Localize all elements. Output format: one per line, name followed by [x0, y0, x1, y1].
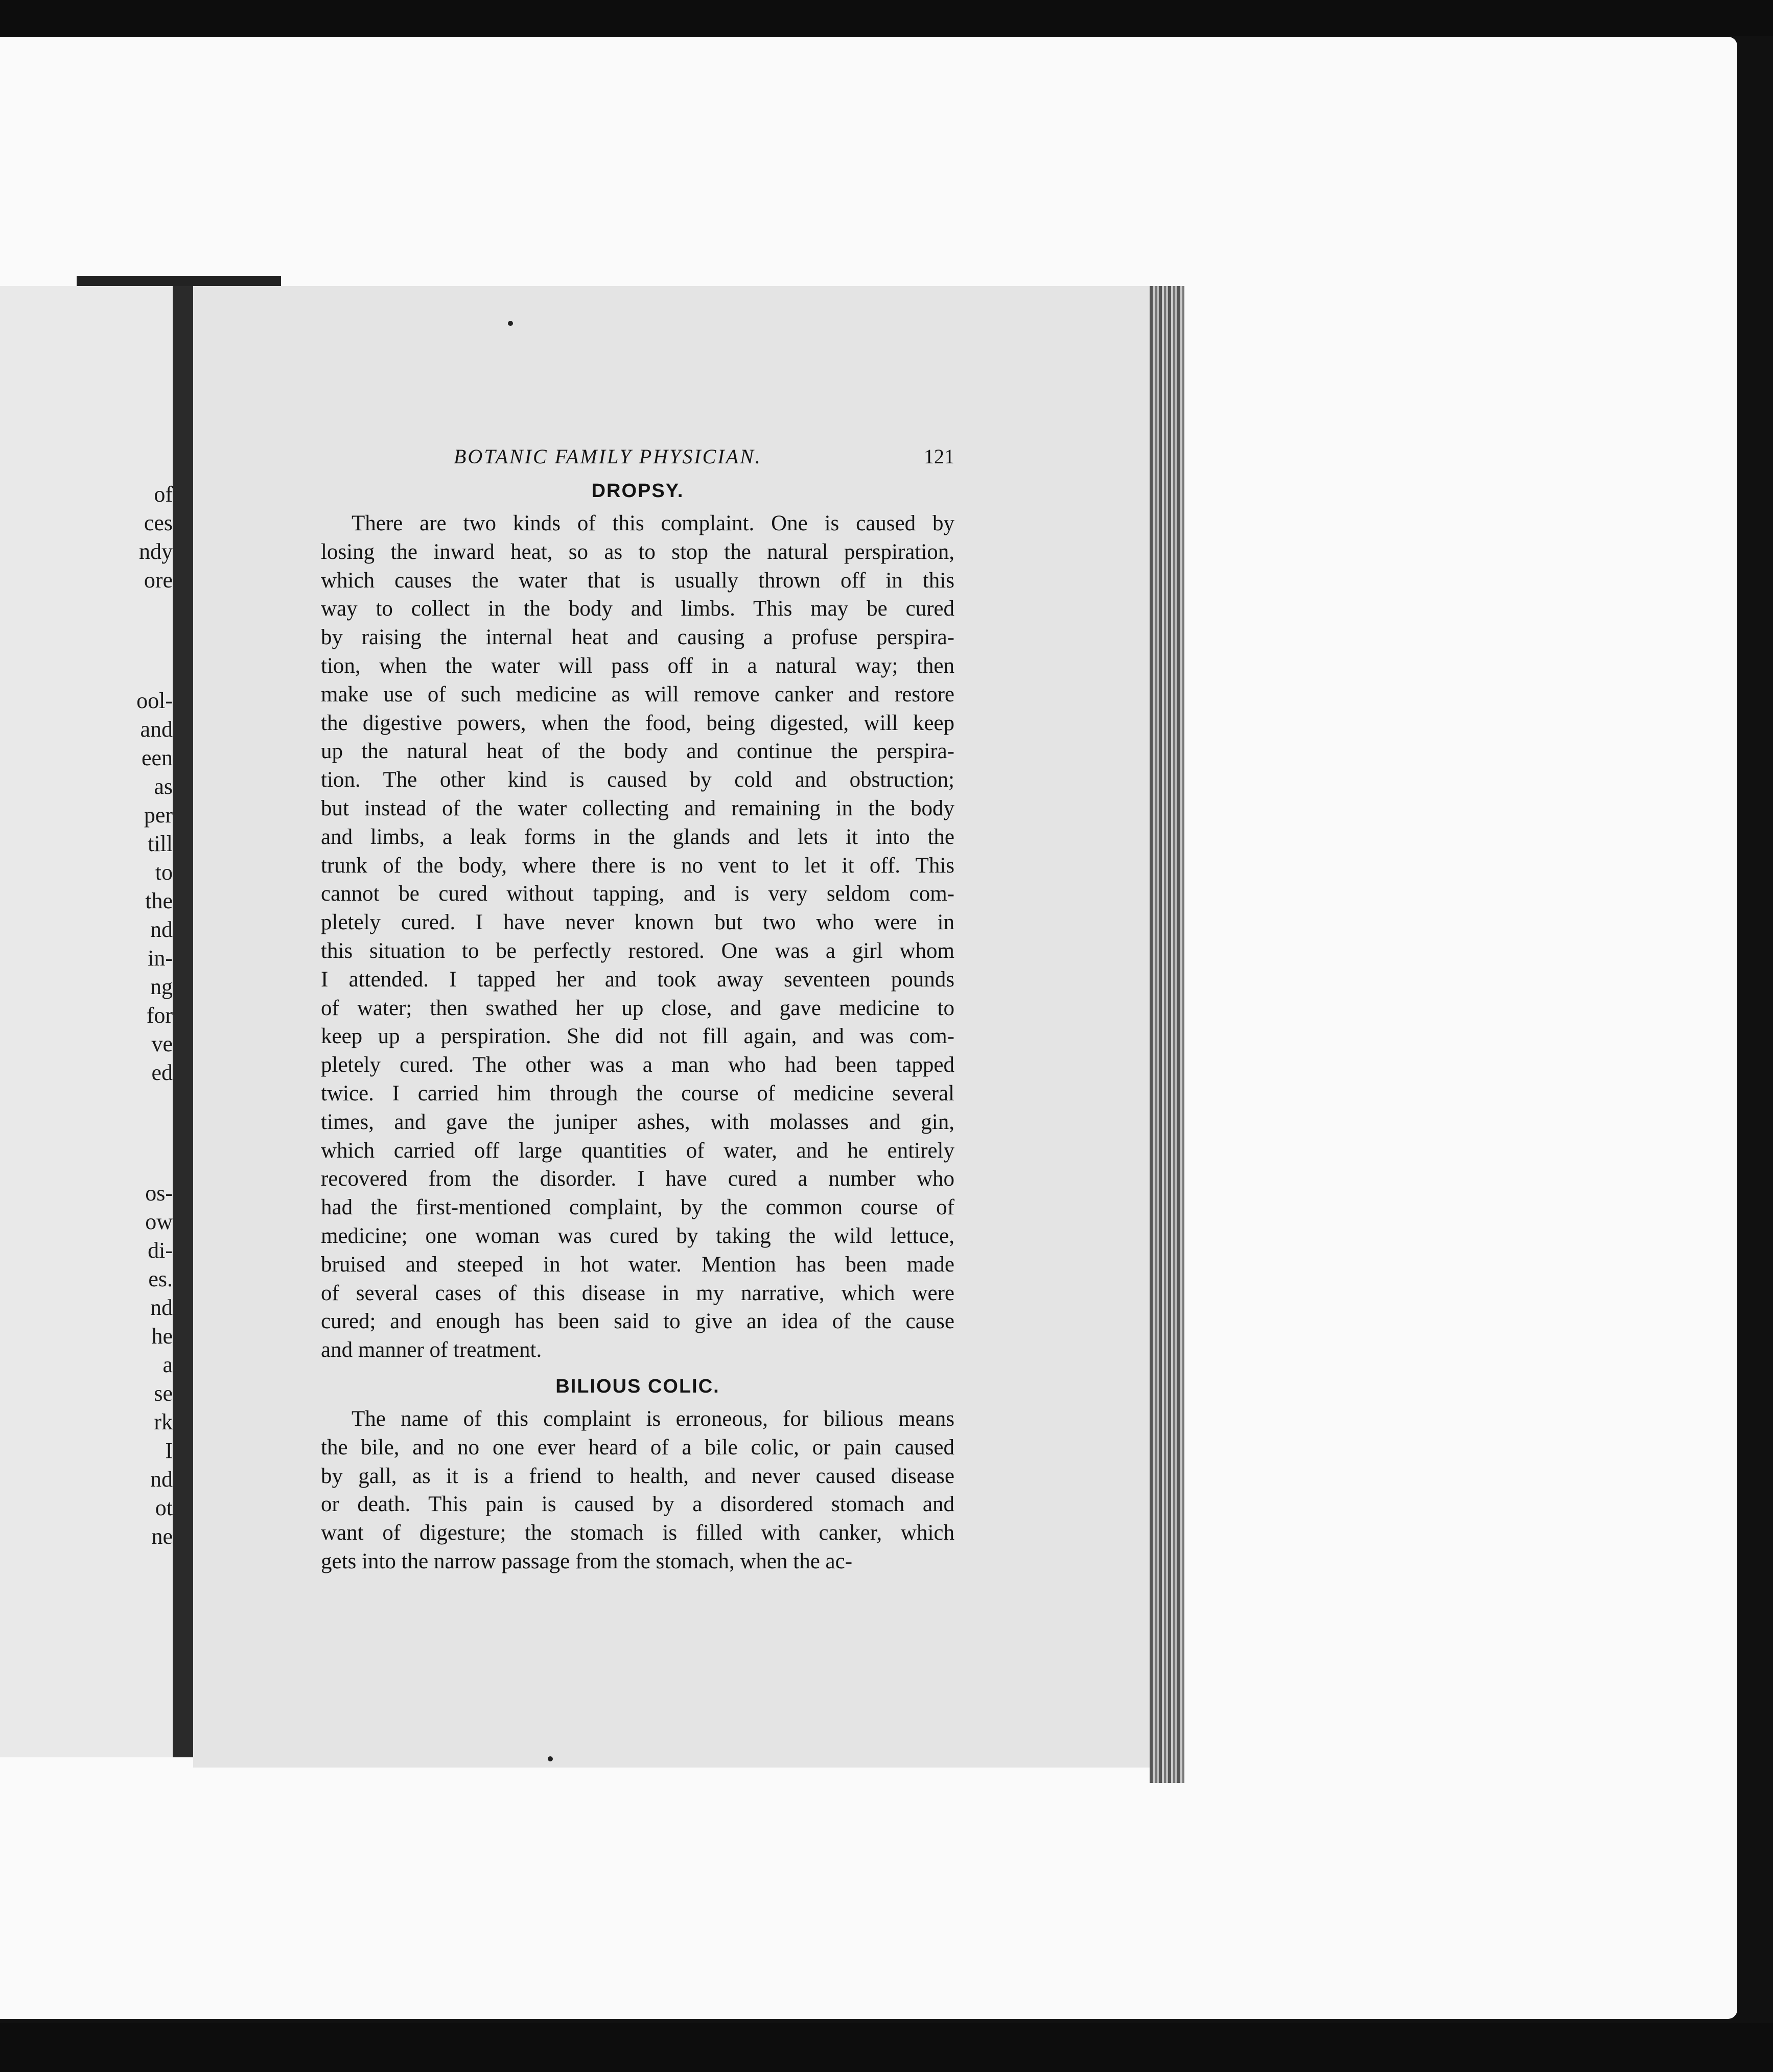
text-line: pletely cured. I have never known but two who were in: [321, 910, 954, 935]
left-page-fragment: ore: [144, 568, 173, 593]
left-page-fragment: di-: [148, 1238, 173, 1263]
text-line: up the natural heat of the body and continue the perspira-: [321, 739, 954, 764]
text-line: and limbs, a leak forms in the glands and lets it into the: [321, 825, 954, 849]
left-page-fragment: ve: [151, 1031, 173, 1056]
book-gutter: [173, 286, 193, 1757]
left-page-fragment: for: [146, 1003, 173, 1028]
left-page-fragment: he: [151, 1324, 173, 1349]
text-line: cannot be cured without tapping, and is very seldom com-: [321, 882, 954, 906]
speck: [548, 1756, 553, 1761]
text-line: which carried off large quantities of water, and he entirely: [321, 1138, 954, 1163]
text-line: medicine; one woman was cured by taking the wild lettuce,: [321, 1223, 954, 1248]
scan-frame-bottom: [0, 2023, 1773, 2072]
fragment-gap: [136, 1087, 173, 1179]
text-line: or death. This pain is caused by a disordered stomach and: [321, 1492, 954, 1517]
running-head: [321, 444, 954, 475]
text-line: the digestive powers, when the food, being digested, will keep: [321, 711, 954, 735]
text-line: trunk of the body, where there is no vent to let it off. This: [321, 853, 954, 878]
left-page-fragment: nd: [150, 1467, 173, 1492]
text-line: by gall, as it is a friend to health, and never caused disease: [321, 1464, 954, 1488]
running-head-title: BOTANIC FAMILY PHYSICIAN.: [454, 445, 762, 468]
scan-frame-top: [0, 0, 1773, 36]
section-heading-dropsy: DROPSY.: [591, 480, 684, 502]
left-page-fragment: as: [154, 774, 173, 799]
text-line: twice. I carried him through the course of medicine several: [321, 1081, 954, 1105]
left-page-fragment: I: [165, 1438, 173, 1463]
left-page-fragment: in-: [148, 946, 173, 971]
left-page-fragment: ool-: [136, 688, 173, 713]
text-line: cured; and enough has been said to give an idea of the cause: [321, 1309, 954, 1334]
section-body-dropsy: [321, 509, 954, 1364]
left-page-fragment: ne: [151, 1524, 173, 1549]
left-page-fragment: rk: [154, 1409, 173, 1434]
left-page-fragment: een: [141, 745, 173, 770]
section-body-bilious-colic: [321, 1405, 954, 1576]
page-edges: [1150, 286, 1184, 1783]
text-line: this situation to be perfectly restored. One was a girl whom: [321, 938, 954, 963]
left-page: [0, 286, 178, 1757]
text-line: want of digesture; the stomach is filled with canker, which: [321, 1521, 954, 1545]
text-line: The name of this complaint is erroneous, for bilious means: [352, 1406, 954, 1431]
text-line: I attended. I tapped her and took away seventeen pounds: [321, 967, 954, 992]
text-line: times, and gave the juniper ashes, with molasses and gin,: [321, 1110, 954, 1134]
left-page-fragment: ng: [150, 974, 173, 999]
text-line: way to collect in the body and limbs. This may be cured: [321, 597, 954, 621]
text-line: keep up a perspiration. She did not fill again, and was com-: [321, 1024, 954, 1049]
speck: [508, 321, 513, 326]
text-line: make use of such medicine as will remove canker and restore: [321, 682, 954, 707]
left-page-fragment: se: [154, 1381, 173, 1406]
left-page-fragment: es.: [148, 1266, 173, 1291]
text-line: tion, when the water will pass off in a natural way; then: [321, 653, 954, 678]
text-line: which causes the water that is usually thrown off in this: [321, 568, 954, 593]
left-page-fragment: ndy: [139, 539, 173, 564]
left-page-fragment: the: [145, 888, 173, 913]
text-line: bruised and steeped in hot water. Mention has been made: [321, 1252, 954, 1277]
left-page-text-fragments: [136, 480, 173, 1551]
left-page-fragment: per: [144, 803, 173, 828]
text-line: and manner of treatment.: [321, 1338, 542, 1362]
left-page-fragment: nd: [150, 917, 173, 942]
left-page-fragment: os-: [145, 1181, 173, 1206]
text-line: There are two kinds of this complaint. One is caused by: [352, 511, 954, 535]
fragment-gap: [136, 595, 173, 687]
page-text: [321, 444, 954, 1576]
text-line: pletely cured. The other was a man who had been tapped: [321, 1053, 954, 1077]
book-cover-edge: [77, 276, 281, 286]
left-page-fragment: to: [155, 860, 173, 885]
text-line: gets into the narrow passage from the stomach, when the ac-: [321, 1549, 853, 1573]
left-page-fragment: till: [148, 831, 173, 856]
section-heading-bilious-colic: BILIOUS COLIC.: [555, 1375, 720, 1397]
text-line: the bile, and no one ever heard of a bile colic, or pain caused: [321, 1435, 954, 1459]
text-line: recovered from the disorder. I have cured a number who: [321, 1167, 954, 1191]
left-page-fragment: ces: [144, 510, 173, 535]
text-line: of water; then swathed her up close, and gave medicine to: [321, 996, 954, 1020]
text-line: had the first-mentioned complaint, by the common course of: [321, 1195, 954, 1220]
left-page-fragment: of: [154, 482, 173, 507]
text-line: by raising the internal heat and causing a profuse perspira-: [321, 625, 954, 650]
left-page-fragment: ow: [145, 1209, 173, 1234]
text-line: losing the inward heat, so as to stop the natural perspiration,: [321, 539, 954, 564]
left-page-fragment: and: [140, 717, 173, 742]
left-page-fragment: ed: [151, 1060, 173, 1085]
left-page-fragment: a: [162, 1352, 173, 1377]
text-line: of several cases of this disease in my narrative, which were: [321, 1281, 954, 1305]
text-line: but instead of the water collecting and remaining in the body: [321, 796, 954, 820]
page-number: 121: [924, 445, 954, 468]
text-line: tion. The other kind is caused by cold and obstruction;: [321, 768, 954, 792]
left-page-fragment: nd: [150, 1295, 173, 1320]
left-page-fragment: ot: [155, 1495, 173, 1520]
